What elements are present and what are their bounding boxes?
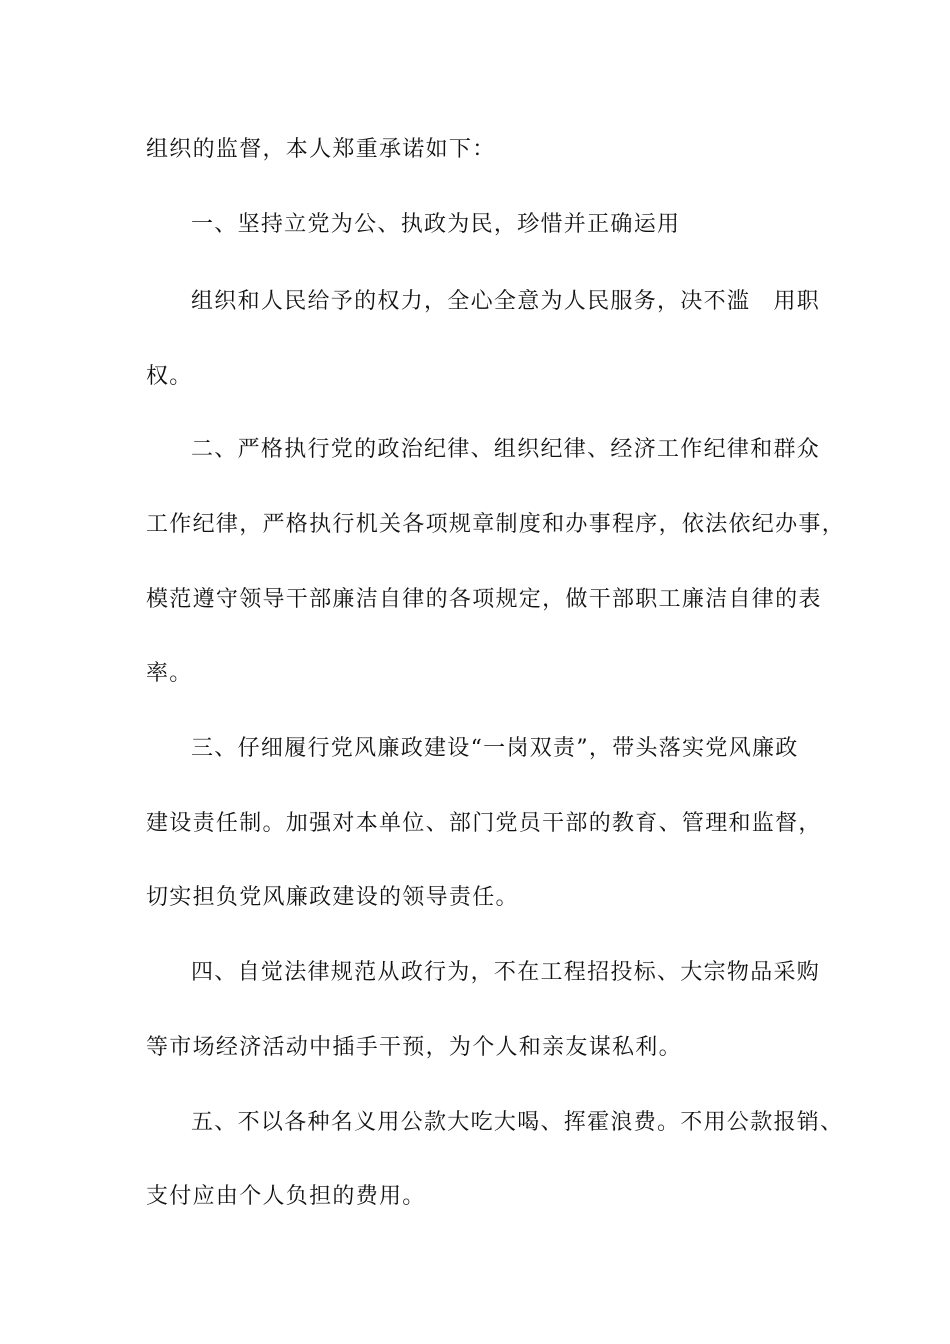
text-line-14: 五、不以各种名义用公款大吃大喝、挥霍浪费。不用公款报销、 [191, 1110, 844, 1135]
text-line-7: 模范遵守领导干部廉洁自律的各项规定，做干部职工廉洁自律的表 [146, 587, 822, 612]
text-line-15: 支付应由个人负担的费用。 [146, 1184, 426, 1209]
text-line-6: 工作纪律，严格执行机关各项规章制度和办事程序，依法依纪办事， [146, 512, 846, 537]
text-line-8: 率。 [146, 661, 193, 686]
text-line-12: 四、自觉法律规范从政行为，不在工程招投标、大宗物品采购 [191, 960, 821, 985]
text-line-5: 二、严格执行党的政治纪律、组织纪律、经济工作纪律和群众 [191, 437, 821, 462]
text-line-10: 建设责任制。加强对本单位、部门党员干部的教育、管理和监督， [146, 811, 822, 836]
text-line-2: 一、坚持立党为公、执政为民，珍惜并正确运用 [191, 212, 681, 237]
text-line-9: 三、仔细履行党风廉政建设“一岗双责”，带头落实党风廉政 [191, 736, 799, 761]
text-line-3: 组织和人民给予的权力，全心全意为人民服务，决不滥 用职 [191, 289, 821, 314]
text-line-13: 等市场经济活动中插手干预，为个人和亲友谋私利。 [146, 1035, 682, 1060]
text-line-1: 组织的监督，本人郑重承诺如下： [146, 137, 496, 162]
text-line-11: 切实担负党风廉政建设的领导责任。 [146, 885, 519, 910]
text-line-4: 权。 [146, 364, 193, 389]
